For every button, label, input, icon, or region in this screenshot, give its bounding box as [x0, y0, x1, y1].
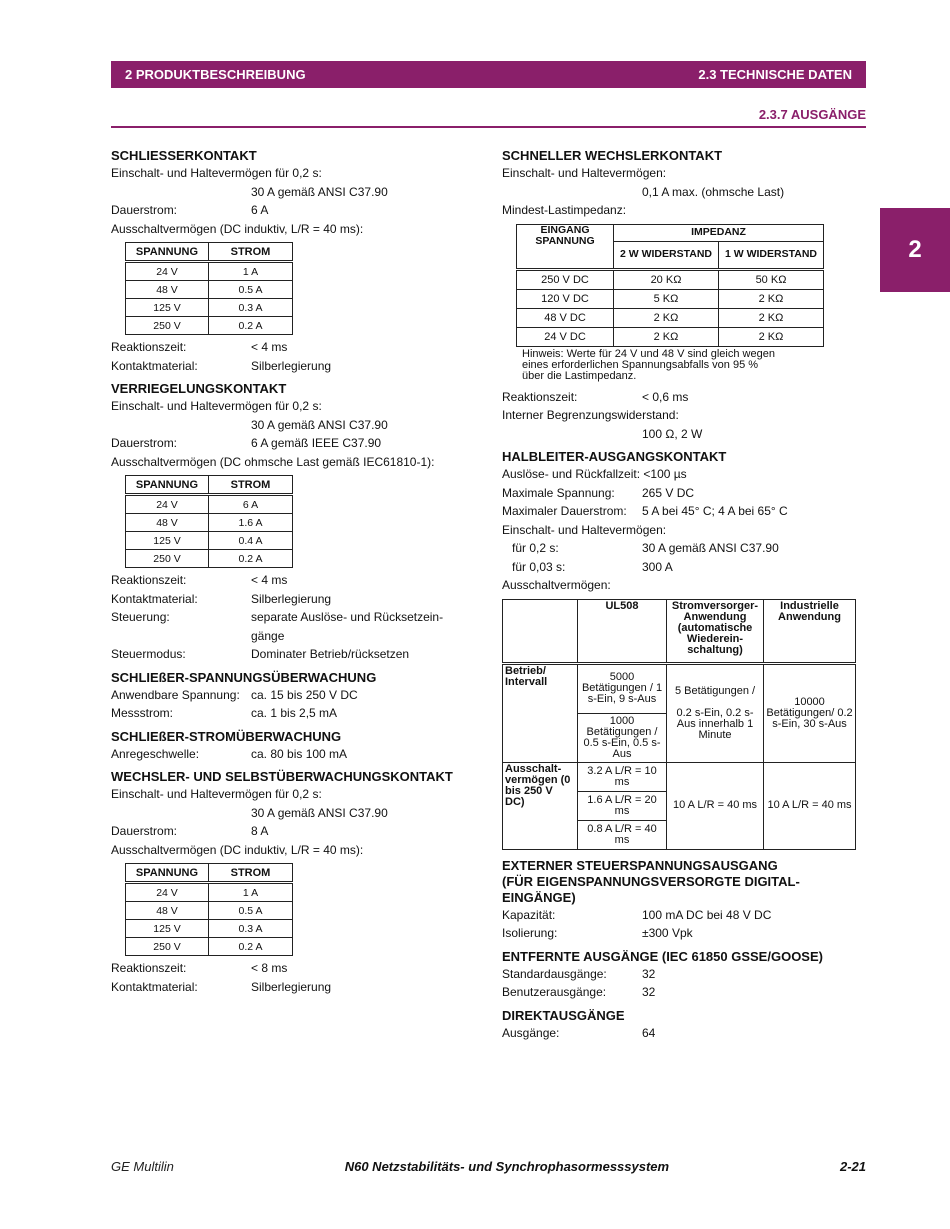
- table-cell: 1 A: [209, 883, 293, 902]
- spec-value: 100 mA DC bei 48 V DC: [642, 907, 772, 922]
- table-header: SPANNUNG: [126, 476, 209, 495]
- table-row: [503, 762, 856, 791]
- chapter-title: 2 PRODUKTBESCHREIBUNG: [125, 67, 306, 82]
- text-line: Mindest-Lastimpedanz:: [502, 203, 627, 217]
- text-value: 30 A gemäß ANSI C37.90: [251, 417, 388, 432]
- heading-schliesser: SCHLIESSERKONTAKT: [111, 148, 257, 163]
- text-value: 30 A gemäß ANSI C37.90: [251, 805, 388, 820]
- spec-row: [111, 978, 476, 997]
- table-cell: 250 V: [126, 550, 209, 568]
- spec-row: [111, 822, 476, 841]
- table-cell: 50 KΩ: [719, 269, 824, 289]
- table-header: STROM: [209, 864, 293, 883]
- spec-label: Kontaktmaterial:: [111, 591, 198, 606]
- schliesser-table: [125, 242, 293, 335]
- spec-label: Standardausgänge:: [502, 966, 607, 981]
- table-header: IMPEDANZ: [614, 224, 824, 241]
- spec-label: Kontaktmaterial:: [111, 358, 198, 373]
- footer-product: N60 Netzstabilitäts- und Synchrophasormesssystem: [344, 1159, 670, 1174]
- table-cell: 2 KΩ: [719, 327, 824, 346]
- text-line: Einschalt- und Haltevermögen:: [502, 166, 667, 180]
- spec-row: [111, 745, 476, 764]
- text-line: Einschalt- und Haltevermögen:: [502, 522, 667, 537]
- text-line: Ausschaltvermögen (DC induktiv, L/R = 40 ms):: [111, 221, 364, 236]
- table-row: [126, 883, 293, 902]
- verriegelung-table: [125, 475, 293, 568]
- text-value: 30 A gemäß ANSI C37.90: [251, 184, 388, 199]
- spec-row: [111, 590, 476, 609]
- table-row: [126, 299, 293, 317]
- cell-text: 0.2 s-Ein, 0.2 s-Aus innerhalb 1 Minute: [676, 706, 754, 741]
- table-cell: 0.3 A: [209, 920, 293, 938]
- spec-value: < 4 ms: [251, 340, 288, 354]
- spec-row: [502, 983, 867, 1002]
- text-line: Auslöse- und Rückfallzeit: <100 µs: [502, 467, 687, 481]
- table-cell: 48 V: [126, 281, 209, 299]
- spec-label: Isolierung:: [502, 926, 558, 940]
- table-cell: 1.6 A L/R = 20 ms: [578, 791, 667, 820]
- wechsler-table: [125, 863, 293, 956]
- table-cell: 125 V: [126, 299, 209, 317]
- table-cell: 10 A L/R = 40 ms: [667, 762, 764, 849]
- spec-label: Benutzerausgänge:: [502, 985, 607, 999]
- spec-label: Anwendbare Spannung:: [111, 687, 240, 702]
- table-cell: 1 A: [209, 262, 293, 281]
- spec-label: Kapazität:: [502, 907, 556, 922]
- table-cell: 0.8 A L/R = 40 ms: [578, 820, 667, 849]
- table-note: über die Lastimpedanz.: [522, 369, 637, 382]
- spec-label: Anregeschwelle:: [111, 746, 200, 761]
- spec-value: 8 A: [251, 824, 269, 838]
- text-line: Einschalt- und Haltevermögen für 0,2 s:: [111, 399, 322, 413]
- table-header: STROM: [209, 243, 293, 262]
- table-row: [517, 327, 824, 346]
- heading-direkt: DIREKTAUSGÄNGE: [502, 1007, 625, 1023]
- heading-schliesser-spannung: SCHLIEßER-SPANNUNGSÜBERWACHUNG: [111, 669, 377, 685]
- heading-externer-2: (FÜR EIGENSPANNUNGSVERSORGTE DIGITAL-: [502, 873, 800, 889]
- spec-label: Dauerstrom:: [111, 436, 178, 450]
- spec-value: 6 A gemäß IEEE C37.90: [251, 436, 382, 450]
- cell-text: 5 Betätigungen /: [674, 684, 756, 697]
- table-row: [126, 902, 293, 920]
- spec-value: separate Auslöse- und Rücksetzein-gänge: [251, 610, 444, 643]
- heading-schneller: SCHNELLER WECHSLERKONTAKT: [502, 148, 723, 163]
- heading-externer-3: EINGÄNGE): [502, 889, 576, 905]
- table-cell: 2 KΩ: [614, 308, 719, 327]
- spec-label: Ausgänge:: [502, 1025, 560, 1040]
- spec-value: < 4 ms: [251, 573, 288, 587]
- table-cell: 0.2 A: [209, 317, 293, 335]
- table-row: [517, 289, 824, 308]
- spec-label: Steuerung:: [111, 610, 170, 624]
- table-cell: 0.5 A: [209, 902, 293, 920]
- table-cell: 5 KΩ: [614, 289, 719, 308]
- table-header: UL508: [578, 599, 667, 663]
- table-header: SPANNUNG: [126, 864, 209, 883]
- spec-label: Reaktionszeit:: [502, 389, 578, 404]
- text-value: 0,1 A max. (ohmsche Last): [642, 184, 785, 199]
- text-line: Interner Begrenzungswiderstand:: [502, 408, 679, 422]
- impedanz-table: [516, 224, 824, 347]
- table-cell: 24 V: [126, 883, 209, 902]
- spec-label: für 0,2 s:: [512, 541, 559, 555]
- spec-label: Reaktionszeit:: [111, 340, 187, 354]
- spec-value: ca. 1 bis 2,5 mA: [251, 706, 338, 720]
- text-line: Ausschaltvermögen (DC induktiv, L/R = 40 ms):: [111, 842, 364, 857]
- table-header: [503, 599, 578, 663]
- spec-value: ca. 15 bis 250 V DC: [251, 687, 358, 702]
- table-cell: 0.3 A: [209, 299, 293, 317]
- spec-row: [502, 1024, 867, 1043]
- table-note: Hinweis: Werte für 24 V und 48 V sind gleich wegen: [522, 347, 775, 360]
- table-row: [126, 262, 293, 281]
- table-cell: 120 V DC: [517, 289, 614, 308]
- page-number: 2-21: [839, 1159, 866, 1174]
- spec-label: Kontaktmaterial:: [111, 979, 198, 994]
- heading-verriegelung: VERRIEGELUNGSKONTAKT: [111, 381, 287, 396]
- table-cell: 48 V DC: [517, 308, 614, 327]
- spec-value: 64: [642, 1025, 656, 1040]
- spec-label: Steuermodus:: [111, 647, 186, 661]
- table-cell: 250 V: [126, 938, 209, 956]
- left-column: [111, 148, 476, 996]
- spec-label: Messstrom:: [111, 706, 174, 720]
- spec-row: [111, 338, 476, 357]
- text-value: 100 Ω, 2 W: [642, 426, 703, 441]
- table-cell: 0.4 A: [209, 532, 293, 550]
- table-row: [126, 920, 293, 938]
- spec-label: für 0,03 s:: [512, 559, 566, 574]
- spec-label: Maximale Spannung:: [502, 485, 615, 500]
- heading-entfernte: ENTFERNTE AUSGÄNGE (IEC 61850 GSSE/GOOSE): [502, 948, 823, 964]
- table-row: [517, 308, 824, 327]
- row-header: Ausschalt-vermögen (0 bis 250 V DC): [503, 762, 578, 849]
- table-cell: [667, 663, 764, 762]
- spec-row: [502, 388, 867, 407]
- table-row: [126, 532, 293, 550]
- table-header: STROM: [209, 476, 293, 495]
- table-row: [126, 281, 293, 299]
- table-cell: 1000 Betätigungen / 0.5 s-Ein, 0.5 s-Aus: [578, 713, 667, 762]
- spec-row: [502, 502, 867, 521]
- spec-label: Reaktionszeit:: [111, 573, 187, 587]
- table-cell: 24 V DC: [517, 327, 614, 346]
- table-cell: 125 V: [126, 920, 209, 938]
- heading-schliesser-strom: SCHLIEßER-STROMÜBERWACHUNG: [111, 728, 342, 744]
- table-header: Industrielle Anwendung: [764, 599, 856, 663]
- table-header: Stromversorger-Anwendung (automatische Wiederein-schaltung): [667, 599, 764, 663]
- spec-value: 265 V DC: [642, 485, 695, 500]
- table-cell: 48 V: [126, 902, 209, 920]
- heading-wechsler: WECHSLER- UND SELBSTÜBERWACHUNGSKONTAKT: [111, 769, 453, 784]
- footer-company: GE Multilin: [111, 1159, 174, 1174]
- spec-value: 32: [642, 966, 656, 981]
- table-cell: 250 V DC: [517, 269, 614, 289]
- spec-value: < 8 ms: [251, 961, 288, 975]
- table-cell: 250 V: [126, 317, 209, 335]
- subsection-title: 2.3.7 AUSGÄNGE: [758, 107, 866, 122]
- spec-value: < 0,6 ms: [642, 389, 689, 404]
- spec-value: ±300 Vpk: [642, 926, 693, 940]
- spec-value: Dominater Betrieb/rücksetzen: [251, 647, 410, 661]
- table-row: [126, 550, 293, 568]
- spec-label: Maximaler Dauerstrom:: [502, 504, 627, 518]
- spec-row: [111, 959, 476, 978]
- spec-label: Dauerstrom:: [111, 203, 178, 217]
- spec-row: [502, 558, 867, 577]
- table-row: [126, 317, 293, 335]
- text-line: Ausschaltvermögen (DC ohmsche Last gemäß IEC61810-1):: [111, 454, 435, 469]
- spec-row: [502, 906, 867, 925]
- spec-row: [502, 924, 867, 943]
- spec-value: 300 A: [642, 559, 673, 574]
- spec-value: Silberlegierung: [251, 979, 332, 994]
- heading-halbleiter: HALBLEITER-AUSGANGSKONTAKT: [502, 449, 727, 464]
- table-header: 2 W WIDERSTAND: [614, 241, 719, 269]
- text-line: Einschalt- und Haltevermögen für 0,2 s:: [111, 166, 322, 180]
- spec-row: [111, 686, 476, 705]
- table-row: [126, 938, 293, 956]
- table-row: [517, 269, 824, 289]
- table-cell: 0.2 A: [209, 550, 293, 568]
- table-cell: 3.2 A L/R = 10 ms: [578, 762, 667, 791]
- heading-externer-1: EXTERNER STEUERSPANNUNGSAUSGANG: [502, 857, 778, 873]
- right-column: [502, 148, 867, 1042]
- spec-value: Silberlegierung: [251, 358, 332, 373]
- table-cell: 6 A: [209, 495, 293, 514]
- text-line: Ausschaltvermögen:: [502, 578, 611, 592]
- table-cell: 10000 Betätigungen/ 0.2 s-Ein, 30 s-Aus: [764, 663, 856, 762]
- spec-value: ca. 80 bis 100 mA: [251, 746, 348, 761]
- table-header: SPANNUNG: [126, 243, 209, 262]
- table-cell: 24 V: [126, 495, 209, 514]
- halbleiter-table: [502, 599, 856, 850]
- table-cell: 20 KΩ: [614, 269, 719, 289]
- spec-row: [111, 357, 476, 376]
- spec-row: [111, 201, 476, 220]
- subsection-rule: [111, 126, 866, 128]
- table-cell: 2 KΩ: [719, 308, 824, 327]
- spec-row: [502, 484, 867, 503]
- text-line: Einschalt- und Haltevermögen für 0,2 s:: [111, 787, 322, 801]
- spec-row: [111, 645, 476, 664]
- table-header: 1 W WIDERSTAND: [719, 241, 824, 269]
- table-cell: 5000 Betätigungen / 1 s-Ein, 9 s-Aus: [578, 663, 667, 713]
- spec-row: [502, 965, 867, 984]
- table-cell: 0.5 A: [209, 281, 293, 299]
- table-header: EINGANG SPANNUNG: [517, 224, 614, 269]
- table-cell: 2 KΩ: [614, 327, 719, 346]
- table-row: [126, 514, 293, 532]
- spec-row: [111, 434, 476, 453]
- page-footer: [111, 1159, 866, 1174]
- table-cell: 1.6 A: [209, 514, 293, 532]
- spec-row: [111, 704, 476, 723]
- spec-value: 6 A: [251, 203, 269, 217]
- spec-row: [111, 608, 476, 645]
- spec-row: [111, 571, 476, 590]
- table-cell: 24 V: [126, 262, 209, 281]
- section-title: 2.3 TECHNISCHE DATEN: [698, 67, 852, 82]
- table-note: eines erforderlichen Spannungsabfalls von 95 %: [522, 358, 759, 371]
- table-cell: 0.2 A: [209, 938, 293, 956]
- row-header: Betrieb/ Intervall: [503, 663, 578, 762]
- table-row: [126, 495, 293, 514]
- spec-value: 30 A gemäß ANSI C37.90: [642, 541, 779, 555]
- table-cell: 10 A L/R = 40 ms: [764, 762, 856, 849]
- spec-label: Dauerstrom:: [111, 824, 178, 838]
- table-cell: 48 V: [126, 514, 209, 532]
- table-cell: 125 V: [126, 532, 209, 550]
- spec-value: 5 A bei 45° C; 4 A bei 65° C: [642, 504, 788, 518]
- spec-label: Reaktionszeit:: [111, 961, 187, 975]
- table-cell: 2 KΩ: [719, 289, 824, 308]
- spec-value: Silberlegierung: [251, 591, 332, 606]
- chapter-header-bar: [111, 61, 866, 88]
- chapter-tab: 2: [880, 208, 950, 292]
- table-row: [503, 663, 856, 713]
- spec-value: 32: [642, 985, 656, 999]
- spec-row: [502, 539, 867, 558]
